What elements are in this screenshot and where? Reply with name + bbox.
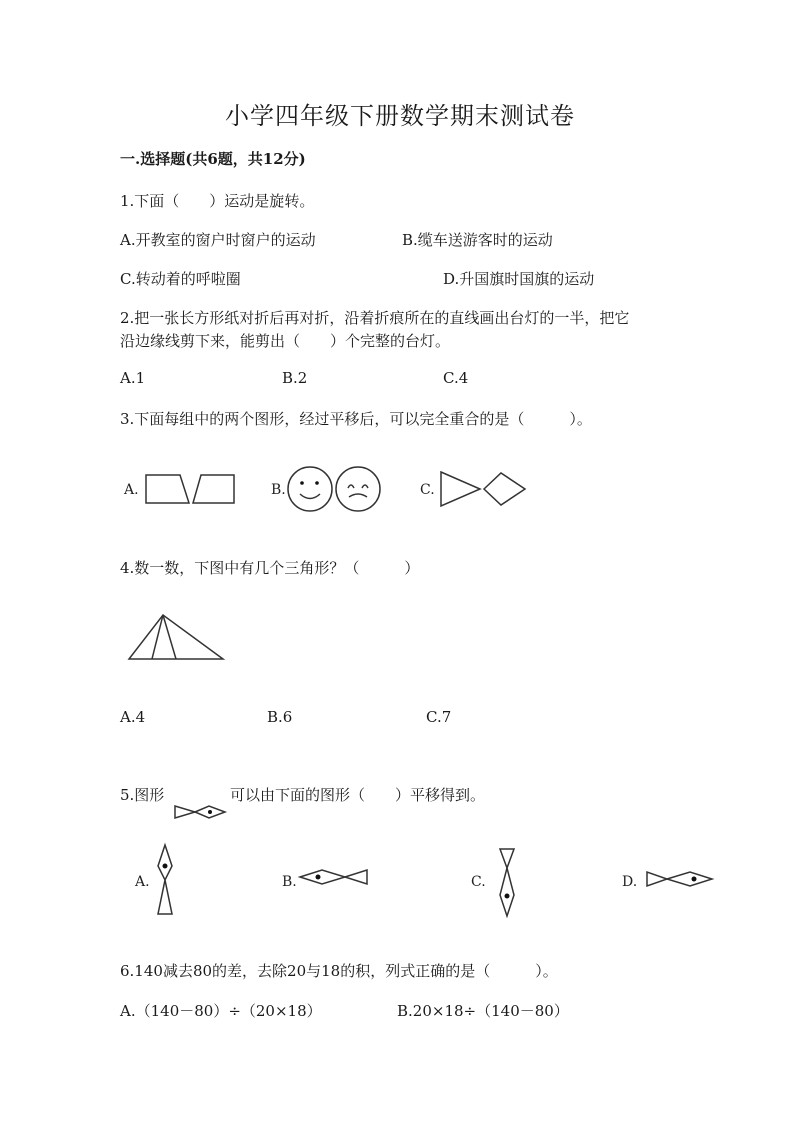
question-5-part-2: 可以由下面的图形（ ）平移得到。	[230, 786, 486, 804]
question-2-line-1: 2.把一张长方形纸对折后再对折，沿着折痕所在的直线画出台灯的一半，把它	[120, 309, 630, 327]
q1-option-d: D.升国旗时国旗的运动	[443, 270, 595, 288]
q5-figure-label-a: A.	[135, 874, 150, 890]
question-2-line-2: 沿边缘线剪下来，能剪出（ ）个完整的台灯。	[120, 332, 451, 350]
question-5-part-1: 5.图形	[120, 786, 165, 804]
q5-fish-d	[647, 872, 712, 886]
q5-figure-label-d: D.	[622, 874, 638, 890]
q2-option-b: B.2	[282, 369, 308, 387]
q4-option-a: A.4	[120, 708, 146, 726]
q1-option-a: A.开教室的窗户时窗户的运动	[120, 231, 316, 249]
question-6: 6.140减去80的差，去除20与18的积，列式正确的是（ ）。	[120, 962, 558, 980]
q6-option-a: A.（140－80）÷（20×18）	[120, 1002, 322, 1020]
q1-option-c: C.转动着的呼啦圈	[120, 270, 241, 288]
q5-reference-fish	[175, 806, 225, 818]
question-1: 1.下面（ ）运动是旋转。	[120, 192, 315, 210]
q4-option-b: B.6	[267, 708, 293, 726]
q3-figure-label-b: B.	[271, 482, 286, 498]
q6-option-b: B.20×18÷（140－80）	[397, 1002, 569, 1020]
question-3: 3.下面每组中的两个图形，经过平移后，可以完全重合的是（ ）。	[120, 410, 592, 428]
q4-option-c: C.7	[426, 708, 452, 726]
page-title: 小学四年级下册数学期末测试卷	[225, 102, 575, 130]
q5-figure-label-c: C.	[471, 874, 486, 890]
q3-figure-label-c: C.	[420, 482, 435, 498]
q2-option-c: C.4	[443, 369, 469, 387]
q5-fish-b	[300, 870, 367, 884]
question-4: 4.数一数，下图中有几个三角形？（ ）	[120, 559, 420, 577]
q5-fish-a	[158, 845, 172, 914]
q3-figure-label-a: A.	[124, 482, 139, 498]
q1-option-b: B.缆车送游客时的运动	[402, 231, 553, 249]
q2-option-a: A.1	[120, 369, 146, 387]
section-heading: 一.选择题(共6题，共12分)	[120, 150, 306, 168]
q5-fish-c	[500, 849, 514, 916]
q5-figure-label-b: B.	[282, 874, 297, 890]
